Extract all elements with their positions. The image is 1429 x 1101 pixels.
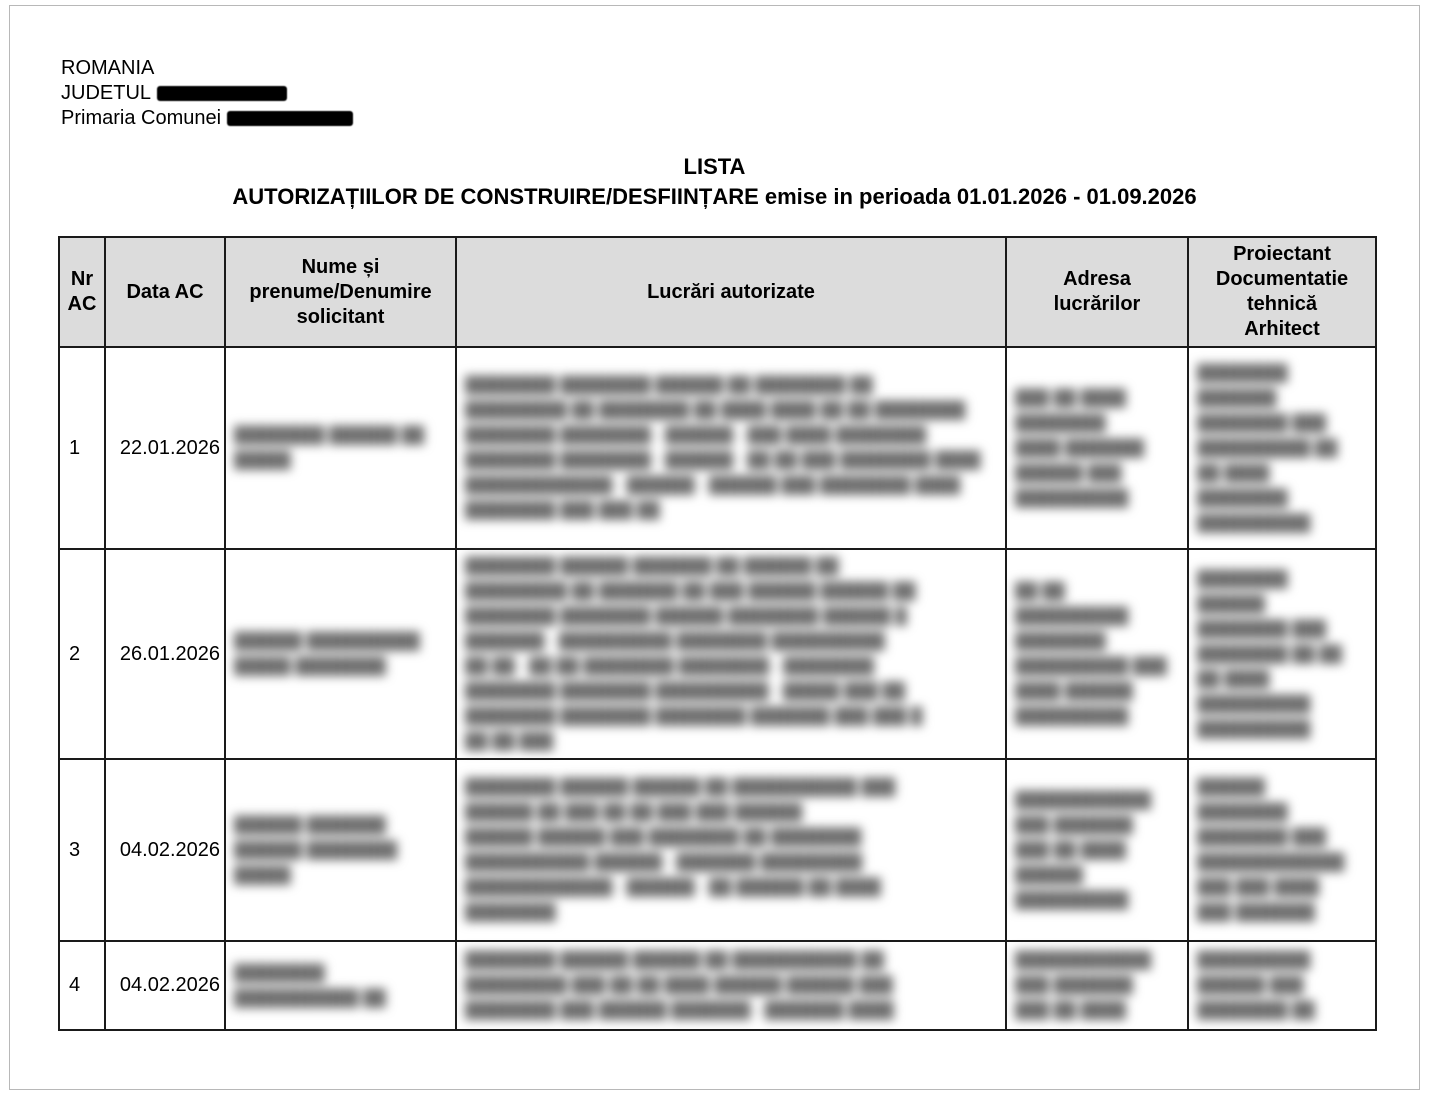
redacted-designer: ████████ ███████ ████████ ███ ██████████ ██ ██ ████ ████████ ██████████ — [1188, 347, 1376, 549]
redacted-municipality — [227, 111, 353, 126]
table-row — [59, 759, 1376, 941]
table-row — [59, 549, 1376, 759]
county-line — [61, 81, 353, 106]
column-header-date: Data AC — [105, 237, 225, 347]
row-date: 04.02.2026 — [105, 759, 225, 941]
table-row — [59, 941, 1376, 1030]
country-name: ROMANIA — [61, 57, 155, 79]
redacted-address: ████████████ ███ ███████ ███ ██ ████ — [1006, 941, 1188, 1030]
country-line — [61, 56, 353, 81]
row-nr: 1 — [59, 347, 105, 549]
redacted-works: ████████ ██████ ██████ ██ ███████████ ██ █████████ ███ ██ ██ ████ ██████ ██████ ███ ████████ ███ ██████ ███████ - ███████ ████ — [456, 941, 1006, 1030]
redacted-address: ██ ██ ██████████ ████████ ██████████ ███ ████ ██████ ██████████ — [1006, 549, 1188, 759]
row-nr: 4 — [59, 941, 105, 1030]
column-header-nr: Nr AC — [59, 237, 105, 347]
title-line-2: AUTORIZAȚIILOR DE CONSTRUIRE/DESFIINȚARE emise in perioada 01.01.2026 - 01.09.2026 — [232, 184, 1197, 209]
column-header-applicant: Nume și prenume/Denumire solicitant — [225, 237, 456, 347]
municipality-label: Primaria Comunei — [61, 107, 222, 129]
row-nr: 2 — [59, 549, 105, 759]
row-date: 22.01.2026 — [105, 347, 225, 549]
redacted-address: ████████████ ███ ███████ ███ ██ ████ ██████ ██████████ — [1006, 759, 1188, 941]
municipality-line — [61, 106, 353, 131]
redacted-applicant: ██████ ███████ ██████ ████████ █████ — [225, 759, 456, 941]
redacted-works: ████████ ██████ ███████ ██ ██████ ██ █████████ ██ ███████ ██ ███ ██████ ██████ ██ ████████ ████████ ██████ ████████ ██████ █ ███████ - ██████████ ████████ ██████████ ██ ██ - ██ ██ ████████ ████████ - ████████ ████████ ████████ ██████████ - █████ ███ ██ ████████ ████████ ████████ ███████ ███ ███ █ ██ ██ ███ — [456, 549, 1006, 759]
redacted-designer: ██████ ████████ ████████ ███ █████████████ ███ ███ ████ ███ ███████ — [1188, 759, 1376, 941]
row-date: 26.01.2026 — [105, 549, 225, 759]
column-header-designer: Proiectant Documentatie tehnică Arhitect — [1188, 237, 1376, 347]
redacted-applicant: ████████ ███████████ ██ — [225, 941, 456, 1030]
redacted-county — [157, 86, 287, 101]
county-label: JUDETUL — [61, 82, 152, 104]
permits-table — [58, 236, 1377, 1031]
redacted-designer: ██████████ ██████ ███ ████████ ██ — [1188, 941, 1376, 1030]
redacted-works: ████████ ████████ ██████ ██ ████████ ██ █████████ ██ ████████ ██ ████ ████ ██ ██ ████████ ████████ ████████ - ██████ - ███ ████ ████████ ████████ ████████ - ██████ - ██ ██ ███ ████████ ████ █████████████ - ██████ - ██████ ███ ████████ ████ ████████ ███ ███ ██ — [456, 347, 1006, 549]
document-header — [61, 56, 353, 131]
redacted-works: ████████ ██████ ██████ ██ ███████████ ███ ██████ ██ ███ ██ ██ ███ ███ ██████ ██████ ██████ ███ ████████ ██ ████████ ███████████ ██████ - ███████ █████████ █████████████ - ██████ - ██ ██████ ██ ████ ████████ — [456, 759, 1006, 941]
table-header-row — [59, 237, 1376, 347]
column-header-address: Adresa lucrărilor — [1006, 237, 1188, 347]
redacted-address: ███ ██ ████ ████████ ████ ███████ ██████ ███ ██████████ — [1006, 347, 1188, 549]
redacted-designer: ████████ ██████ ████████ ███ ████████ ██ ██ ██ ████ ██████████ ██████████ — [1188, 549, 1376, 759]
title-line-1: LISTA — [683, 154, 746, 179]
row-nr: 3 — [59, 759, 105, 941]
column-header-works: Lucrări autorizate — [456, 237, 1006, 347]
table-row — [59, 347, 1376, 549]
redacted-applicant: ██████ ██████████ █████ ████████ — [225, 549, 456, 759]
document-title — [0, 152, 1429, 212]
row-date: 04.02.2026 — [105, 941, 225, 1030]
redacted-applicant: ████████ ██████ ██ █████ — [225, 347, 456, 549]
